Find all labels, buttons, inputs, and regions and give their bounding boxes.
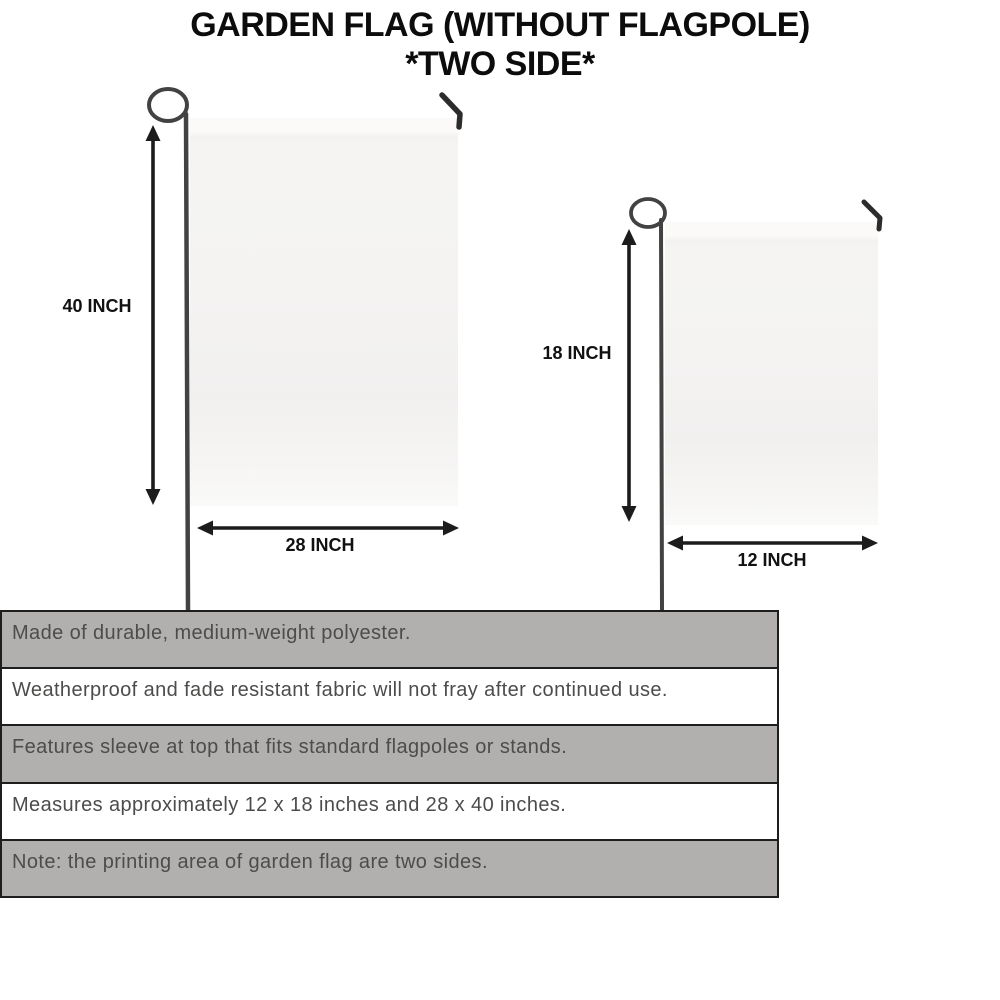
feature-row bbox=[2, 784, 777, 841]
feature-row bbox=[2, 841, 777, 896]
small-hook-icon bbox=[864, 202, 880, 229]
width-arrow-small bbox=[667, 536, 878, 551]
large-flag-width-label: 28 INCH bbox=[285, 535, 355, 555]
feature-text: Measures approximately 12 x 18 inches and 28 x 40 inches. bbox=[12, 793, 567, 816]
large-flag-height-label: 40 INCH bbox=[62, 296, 132, 316]
feature-text: Note: the printing area of garden flag are two sides. bbox=[12, 850, 488, 873]
title-line-1: GARDEN FLAG (WITHOUT FLAGPOLE) bbox=[190, 6, 810, 44]
small-flag-width-label: 12 INCH bbox=[737, 550, 807, 570]
width-arrow-large bbox=[197, 521, 459, 536]
small-flagpole bbox=[631, 199, 665, 610]
small-flag-height-label: 18 INCH bbox=[542, 343, 612, 363]
height-arrow-large bbox=[146, 125, 161, 505]
feature-row bbox=[2, 612, 777, 669]
feature-row bbox=[2, 726, 777, 783]
feature-text: Features sleeve at top that fits standard flagpoles or stands. bbox=[12, 736, 568, 759]
large-hook-icon bbox=[442, 95, 460, 127]
height-arrow-small bbox=[622, 229, 637, 522]
feature-row bbox=[2, 669, 777, 726]
feature-table bbox=[0, 610, 779, 898]
feature-text: Made of durable, medium-weight polyester. bbox=[12, 622, 411, 644]
title-line-2: *TWO SIDE* bbox=[405, 45, 595, 83]
large-flagpole bbox=[149, 89, 188, 610]
feature-text: Weatherproof and fade resistant fabric will not fray after continued use. bbox=[12, 679, 668, 702]
